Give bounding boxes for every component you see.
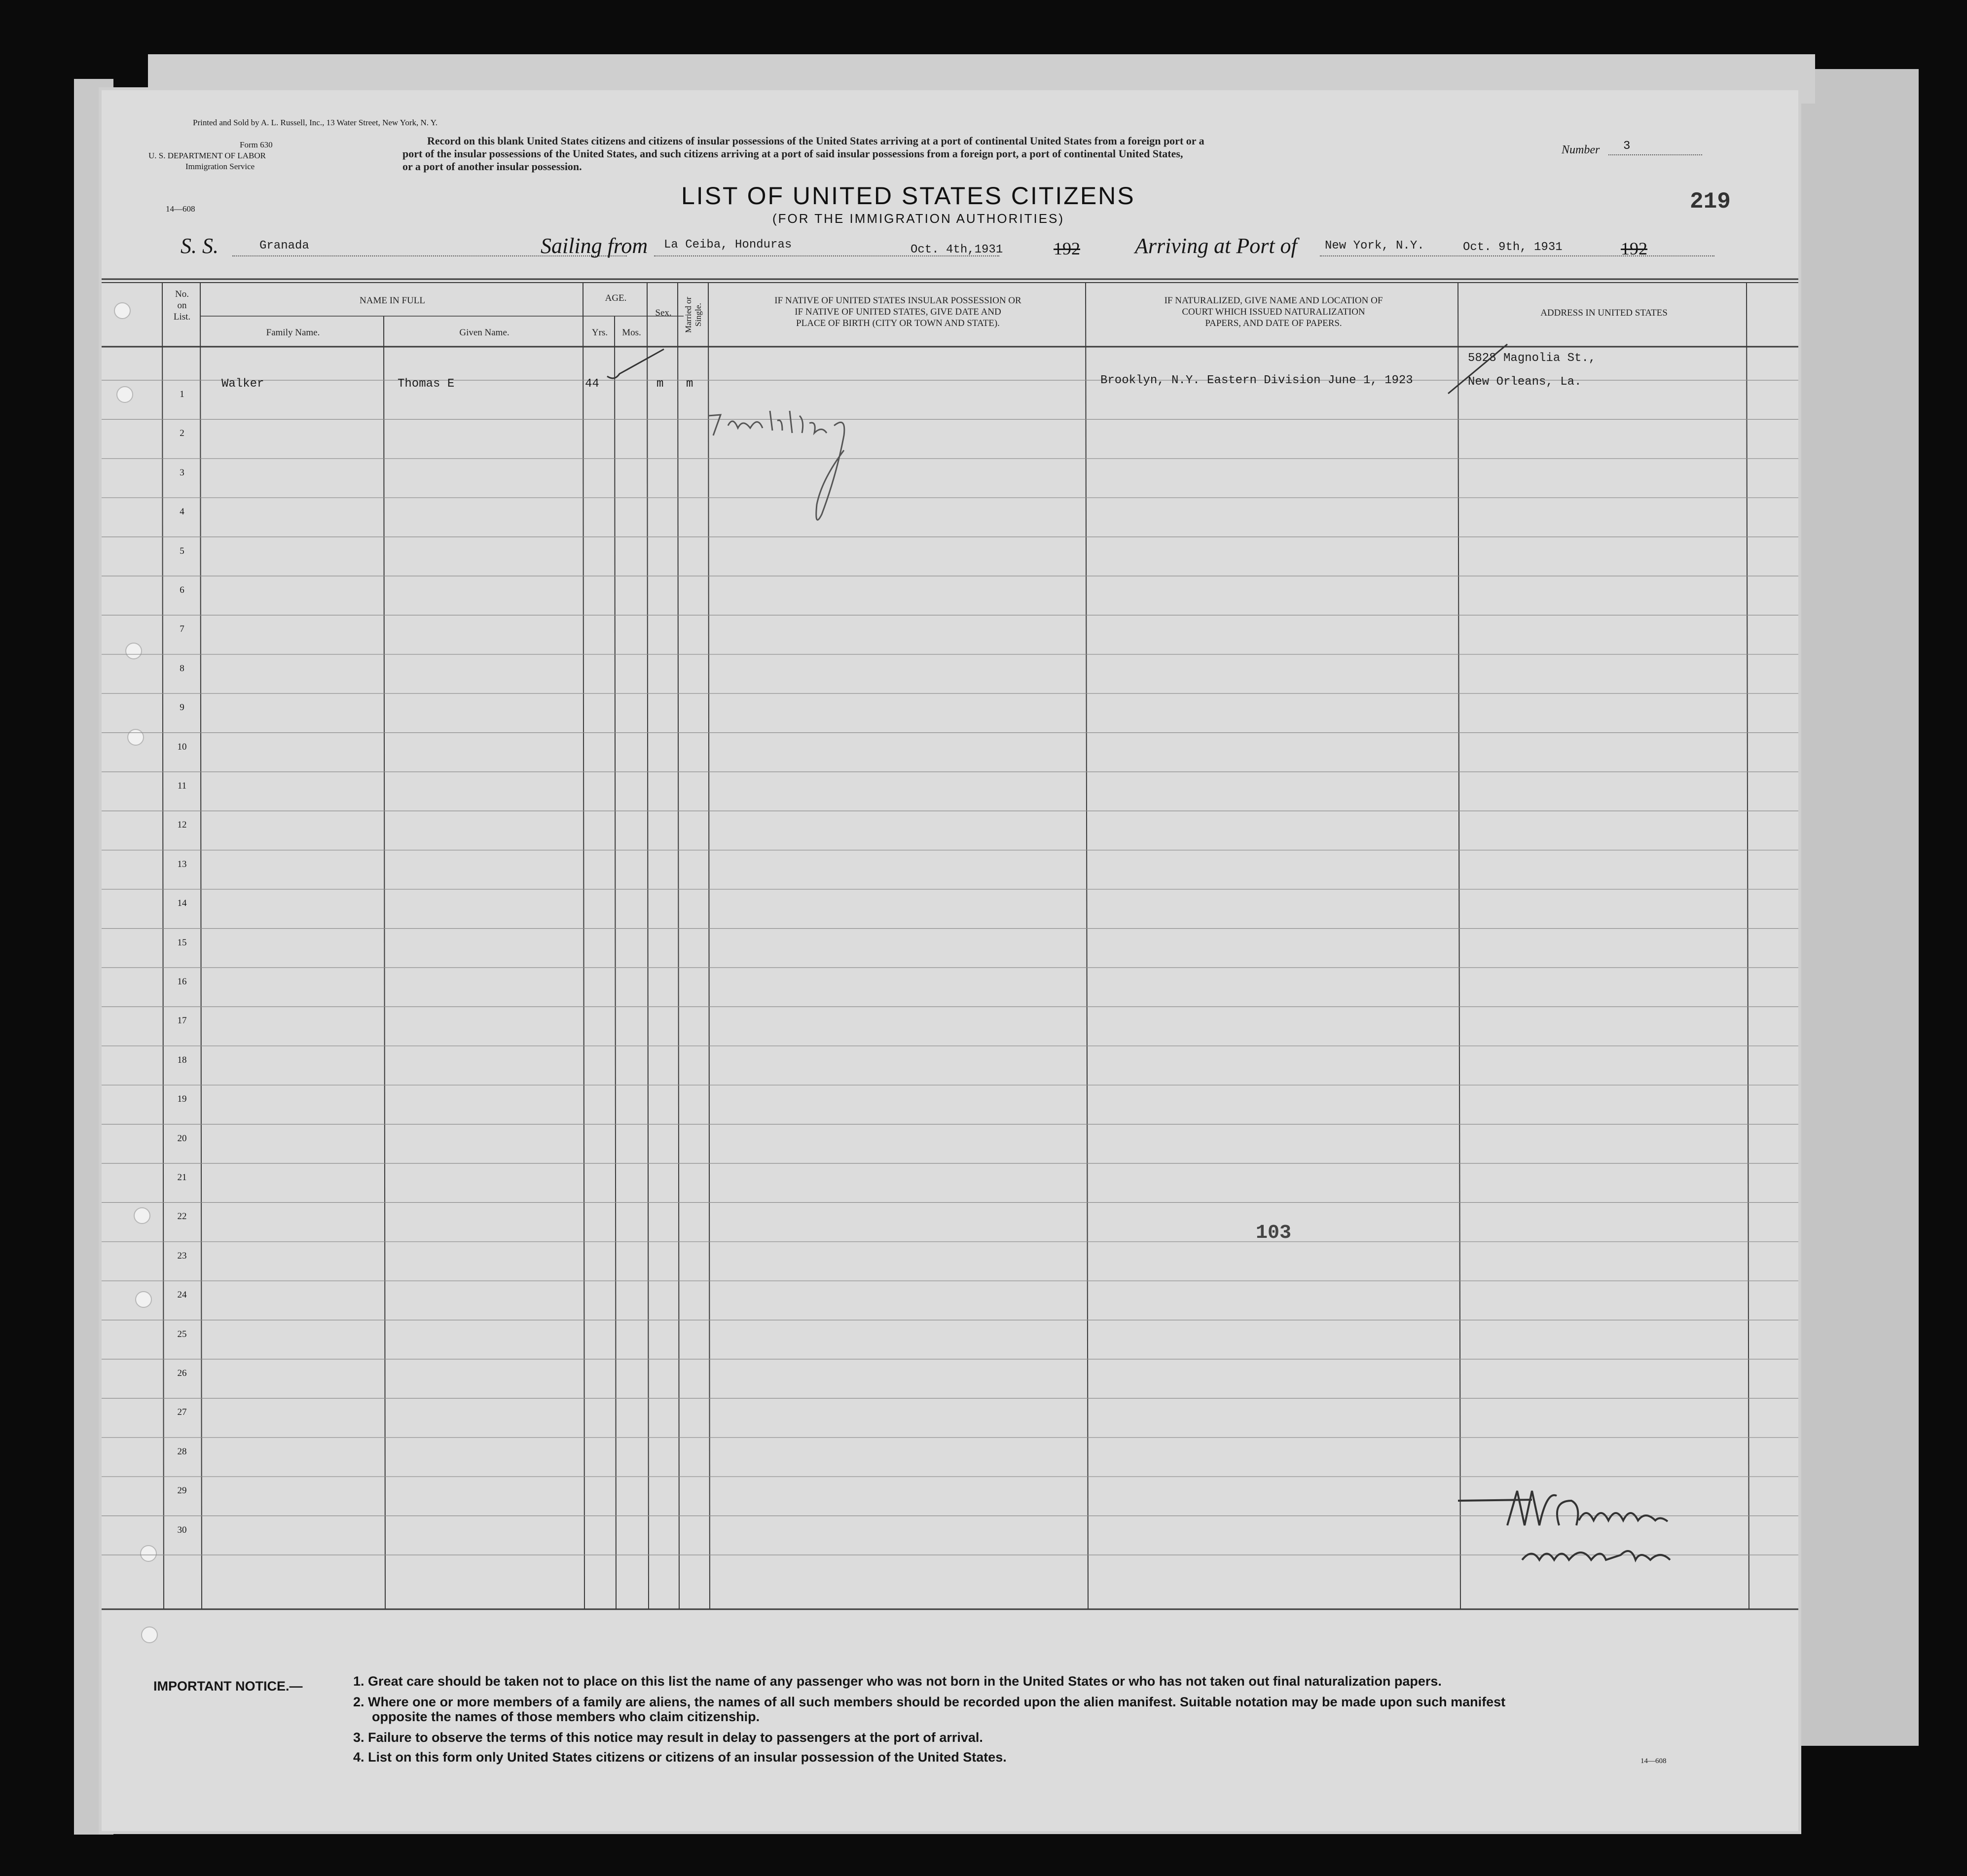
row-number: 16 bbox=[177, 976, 187, 987]
number-value: 3 bbox=[1623, 140, 1631, 153]
row-number: 29 bbox=[177, 1485, 187, 1496]
entry-family-name: Walker bbox=[221, 377, 264, 391]
back-sheet-right bbox=[1785, 69, 1919, 1746]
form-title: LIST OF UNITED STATES CITIZENS bbox=[681, 182, 1135, 210]
entry-sex: m bbox=[656, 377, 664, 391]
handwritten-check-mark bbox=[605, 347, 674, 386]
row-number: 30 bbox=[177, 1524, 187, 1535]
entry-address-line-2: New Orleans, La. bbox=[1468, 375, 1582, 389]
row-number: 2 bbox=[180, 428, 184, 439]
row-number: 11 bbox=[177, 781, 187, 791]
number-label: Number bbox=[1562, 144, 1600, 156]
arrival-port: New York, N.Y. bbox=[1325, 239, 1424, 253]
form-code: 14—608 bbox=[166, 204, 195, 214]
notice-item-1: 1. Great care should be taken not to place on this list the name of any passenger who was not born in the United States or who has not taken out final naturalization papers. bbox=[353, 1674, 1442, 1689]
notice-item-4: 4. List on this form only United States citizens or citizens of an insular possession of the United States. bbox=[353, 1750, 1007, 1765]
sailing-from-label: Sailing from bbox=[541, 234, 648, 258]
instructions-line-2: port of the insular possessions of the United States, and such citizens arriving at a port of said insular possessions from a foreign port, a port of continental United States, bbox=[402, 147, 1183, 160]
row-number: 26 bbox=[177, 1368, 187, 1378]
handwritten-slash-mark bbox=[1443, 339, 1512, 398]
instructions-line-1: Record on this blank United States citizens and citizens of insular possessions of the United States arriving at a port of continental United States from a foreign port or a bbox=[427, 135, 1204, 147]
row-number: 4 bbox=[180, 506, 184, 517]
entry-given-name: Thomas E bbox=[398, 377, 455, 391]
printed-year-2: 192 bbox=[1621, 239, 1647, 258]
row-number: 24 bbox=[177, 1290, 187, 1300]
col-header-married: Married or Single. bbox=[684, 296, 703, 333]
row-number: 7 bbox=[180, 624, 184, 635]
printed-year-1: 192 bbox=[1054, 239, 1080, 258]
notice-heading: IMPORTANT NOTICE.— bbox=[153, 1679, 303, 1694]
entry-naturalization: Brooklyn, N.Y. Eastern Division June 1, 1923 bbox=[1100, 374, 1413, 387]
col-header-mos: Mos. bbox=[622, 327, 641, 338]
col-header-name: NAME IN FULL bbox=[360, 295, 425, 306]
row-number: 19 bbox=[177, 1094, 187, 1105]
printer-line: Printed and Sold by A. L. Russell, Inc., 13 Water Street, New York, N. Y. bbox=[193, 118, 438, 127]
notice-item-2: 2. Where one or more members of a family are aliens, the names of all such members should be recorded upon the alien manifest. Suitable notation may be made upon such manifest bbox=[353, 1695, 1506, 1709]
notice-item-2-cont: opposite the names of those members who claim citizenship. bbox=[372, 1709, 760, 1724]
row-number: 13 bbox=[177, 859, 187, 869]
form-number: Form 630 bbox=[240, 140, 273, 149]
form-subtitle: (FOR THE IMMIGRATION AUTHORITIES) bbox=[772, 211, 1065, 226]
entry-address-line-1: 5828 Magnolia St., bbox=[1468, 352, 1596, 365]
col-header-native: IF NATIVE OF UNITED STATES INSULAR POSSESSION OR IF NATIVE OF UNITED STATES, GIVE DATE AND PLACE OF BIRTH (CITY OR TOWN AND STATE). bbox=[774, 295, 1021, 328]
departure-date: Oct. 4th,1931 bbox=[911, 243, 1003, 256]
service: Immigration Service bbox=[185, 162, 255, 171]
ship-name: Granada bbox=[259, 239, 309, 253]
row-number: 15 bbox=[177, 937, 187, 948]
row-number: 12 bbox=[177, 820, 187, 830]
row-number: 17 bbox=[177, 1015, 187, 1026]
row-number: 10 bbox=[177, 741, 187, 752]
col-header-age: AGE. bbox=[605, 293, 627, 303]
row-number: 5 bbox=[180, 545, 184, 556]
instructions-line-3: or a port of another insular possession. bbox=[402, 160, 582, 173]
col-header-sex: Sex. bbox=[655, 308, 672, 318]
page-stamp-number: 219 bbox=[1690, 189, 1731, 215]
col-header-yrs: Yrs. bbox=[591, 327, 608, 338]
row-number: 28 bbox=[177, 1446, 187, 1457]
row-number: 3 bbox=[180, 467, 184, 478]
row-number: 18 bbox=[177, 1054, 187, 1065]
master-signature bbox=[1453, 1486, 1729, 1580]
row-number: 9 bbox=[180, 702, 184, 713]
row-number: 1 bbox=[180, 389, 184, 399]
row-number: 6 bbox=[180, 585, 184, 595]
arriving-label: Arriving at Port of bbox=[1135, 234, 1297, 258]
col-header-no: No. on List. bbox=[173, 289, 191, 322]
row-number: 27 bbox=[177, 1407, 187, 1418]
row-number: 21 bbox=[177, 1172, 187, 1183]
col-header-given: Given Name. bbox=[459, 327, 510, 338]
arrival-date: Oct. 9th, 1931 bbox=[1463, 241, 1563, 254]
department: U. S. DEPARTMENT OF LABOR bbox=[148, 151, 266, 160]
entry-age-years: 44 bbox=[585, 377, 599, 391]
row-number: 22 bbox=[177, 1211, 187, 1222]
handwritten-annotation bbox=[703, 406, 871, 534]
row-number: 8 bbox=[180, 663, 184, 674]
col-header-family: Family Name. bbox=[266, 327, 320, 338]
departure-port: La Ceiba, Honduras bbox=[664, 238, 792, 252]
row-number: 25 bbox=[177, 1329, 187, 1339]
entry-married: m bbox=[686, 377, 693, 391]
col-header-address: ADDRESS IN UNITED STATES bbox=[1540, 308, 1668, 318]
col-header-naturalized: IF NATURALIZED, GIVE NAME AND LOCATION OF COURT WHICH ISSUED NATURALIZATION PAPERS, AND DATE OF PAPERS. bbox=[1164, 295, 1383, 328]
row-number: 14 bbox=[177, 898, 187, 909]
row-number: 20 bbox=[177, 1133, 187, 1144]
stamped-number: 103 bbox=[1256, 1222, 1292, 1244]
ss-label: S. S. bbox=[181, 234, 219, 258]
footer-form-code: 14—608 bbox=[1640, 1757, 1667, 1765]
notice-item-3: 3. Failure to observe the terms of this notice may result in delay to passengers at the port of arrival. bbox=[353, 1730, 983, 1745]
row-number: 23 bbox=[177, 1250, 187, 1261]
manifest-page bbox=[102, 90, 1798, 1831]
